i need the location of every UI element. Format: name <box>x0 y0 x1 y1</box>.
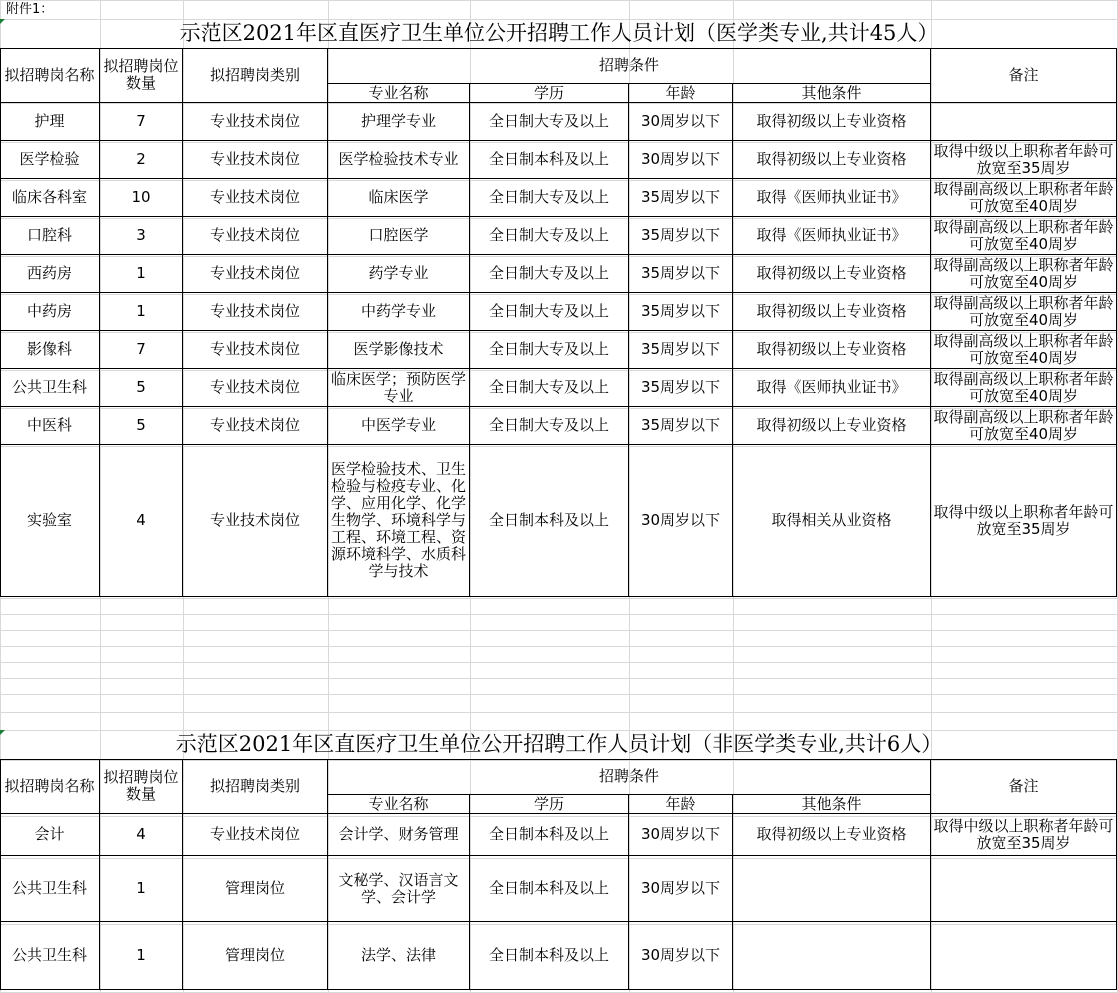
cell-post-name: 医学检验 <box>0 141 100 179</box>
cell-education: 全日制大专及以上 <box>470 255 629 293</box>
header-post-count: 拟招聘岗位数量 <box>100 48 183 103</box>
cell-post-type: 专业技术岗位 <box>183 814 328 856</box>
cell-post-count: 1 <box>100 255 183 293</box>
cell-remark: 取得中级以上职称者年龄可放宽至35周岁 <box>931 445 1117 597</box>
cell-remark: 取得副高级以上职称者年龄可放宽至40周岁 <box>931 293 1117 331</box>
cell-post-type: 专业技术岗位 <box>183 103 328 141</box>
cell-remark: 取得副高级以上职称者年龄可放宽至40周岁 <box>931 407 1117 445</box>
cell-other-condition: 取得初级以上专业资格 <box>733 814 931 856</box>
header-remark: 备注 <box>931 48 1117 103</box>
cell-major: 医学影像技术 <box>328 331 470 369</box>
cell-post-count: 7 <box>100 331 183 369</box>
cell-post-count: 4 <box>100 445 183 597</box>
cell-other-condition: 取得初级以上专业资格 <box>733 103 931 141</box>
cell-post-count: 10 <box>100 179 183 217</box>
cell-post-name: 中医科 <box>0 407 100 445</box>
cell-post-name: 会计 <box>0 814 100 856</box>
cell-post-type: 管理岗位 <box>183 856 328 922</box>
cell-education: 全日制大专及以上 <box>470 369 629 407</box>
header-conditions: 招聘条件 <box>328 759 931 795</box>
table-border-left <box>0 48 1 597</box>
cell-education: 全日制大专及以上 <box>470 407 629 445</box>
cell-post-type: 专业技术岗位 <box>183 179 328 217</box>
header-post-name: 拟招聘岗名称 <box>0 48 100 103</box>
cell-education: 全日制大专及以上 <box>470 217 629 255</box>
cell-post-type: 专业技术岗位 <box>183 217 328 255</box>
gridline-h <box>0 678 1118 679</box>
cell-post-count: 5 <box>100 369 183 407</box>
gridline-h <box>0 614 1118 615</box>
cell-education: 全日制本科及以上 <box>470 922 629 990</box>
cell-age: 35周岁以下 <box>629 369 733 407</box>
cell-post-name: 公共卫生科 <box>0 922 100 990</box>
cell-education: 全日制大专及以上 <box>470 179 629 217</box>
header-major: 专业名称 <box>328 795 470 814</box>
cell-post-count: 4 <box>100 814 183 856</box>
cell-age: 35周岁以下 <box>629 407 733 445</box>
cell-post-name: 公共卫生科 <box>0 369 100 407</box>
gridline-h <box>0 662 1118 663</box>
header-other: 其他条件 <box>733 795 931 814</box>
cell-major: 护理学专业 <box>328 103 470 141</box>
cell-post-type: 专业技术岗位 <box>183 255 328 293</box>
cell-major: 会计学、财务管理 <box>328 814 470 856</box>
cell-post-count: 1 <box>100 922 183 990</box>
cell-major: 中医学专业 <box>328 407 470 445</box>
cell-age: 30周岁以下 <box>629 856 733 922</box>
cell-post-count: 7 <box>100 103 183 141</box>
cell-education: 全日制大专及以上 <box>470 331 629 369</box>
cell-other-condition: 取得初级以上专业资格 <box>733 407 931 445</box>
header-education: 学历 <box>470 795 629 814</box>
cell-post-count: 5 <box>100 407 183 445</box>
header-post-type: 拟招聘岗类别 <box>183 759 328 814</box>
cell-other-condition: 取得《医师执业证书》 <box>733 369 931 407</box>
gridline-h <box>0 694 1118 695</box>
cell-remark: 取得副高级以上职称者年龄可放宽至40周岁 <box>931 255 1117 293</box>
gridline-h <box>0 630 1118 631</box>
cell-major: 口腔医学 <box>328 217 470 255</box>
cell-other-condition: 取得相关从业资格 <box>733 445 931 597</box>
cell-remark: 取得副高级以上职称者年龄可放宽至40周岁 <box>931 179 1117 217</box>
gridline-h <box>0 598 1118 599</box>
cell-post-name: 口腔科 <box>0 217 100 255</box>
cell-age: 30周岁以下 <box>629 103 733 141</box>
cell-post-type: 专业技术岗位 <box>183 407 328 445</box>
cell-post-type: 专业技术岗位 <box>183 369 328 407</box>
cell-post-count: 3 <box>100 217 183 255</box>
header-post-type: 拟招聘岗类别 <box>183 48 328 103</box>
header-age: 年龄 <box>629 84 733 103</box>
cell-other-condition <box>733 856 931 922</box>
cell-post-name: 护理 <box>0 103 100 141</box>
gridline-h <box>0 646 1118 647</box>
comment-indicator-icon <box>0 19 5 24</box>
table-border-top <box>0 48 1117 49</box>
cell-post-type: 专业技术岗位 <box>183 445 328 597</box>
header-post-count: 拟招聘岗位数量 <box>100 759 183 814</box>
cell-post-name: 影像科 <box>0 331 100 369</box>
cell-education: 全日制本科及以上 <box>470 141 629 179</box>
cell-other-condition: 取得初级以上专业资格 <box>733 331 931 369</box>
cell-remark: 取得中级以上职称者年龄可放宽至35周岁 <box>931 814 1117 856</box>
cell-remark <box>931 103 1117 141</box>
cell-other-condition <box>733 922 931 990</box>
cell-major: 临床医学；预防医学专业 <box>328 369 470 407</box>
table-border-top <box>0 759 1117 760</box>
cell-remark: 取得副高级以上职称者年龄可放宽至40周岁 <box>931 331 1117 369</box>
cell-post-name: 中药房 <box>0 293 100 331</box>
cell-other-condition: 取得《医师执业证书》 <box>733 217 931 255</box>
cell-major: 医学检验技术专业 <box>328 141 470 179</box>
annex-label: 附件1： <box>6 2 54 17</box>
cell-other-condition: 取得初级以上专业资格 <box>733 293 931 331</box>
cell-post-type: 管理岗位 <box>183 922 328 990</box>
cell-post-name: 临床各科室 <box>0 179 100 217</box>
cell-age: 30周岁以下 <box>629 445 733 597</box>
cell-education: 全日制本科及以上 <box>470 814 629 856</box>
cell-remark: 取得副高级以上职称者年龄可放宽至40周岁 <box>931 369 1117 407</box>
cell-remark: 取得中级以上职称者年龄可放宽至35周岁 <box>931 141 1117 179</box>
cell-education: 全日制大专及以上 <box>470 103 629 141</box>
cell-post-count: 1 <box>100 856 183 922</box>
header-education: 学历 <box>470 84 629 103</box>
cell-post-count: 1 <box>100 293 183 331</box>
header-post-name: 拟招聘岗名称 <box>0 759 100 814</box>
cell-major: 临床医学 <box>328 179 470 217</box>
gridline-h <box>0 0 1118 1</box>
cell-remark <box>931 856 1117 922</box>
cell-other-condition: 取得初级以上专业资格 <box>733 141 931 179</box>
cell-post-name: 实验室 <box>0 445 100 597</box>
cell-age: 30周岁以下 <box>629 141 733 179</box>
table-border-left <box>0 759 1 990</box>
cell-post-count: 2 <box>100 141 183 179</box>
cell-post-type: 专业技术岗位 <box>183 293 328 331</box>
header-other: 其他条件 <box>733 84 931 103</box>
table-title: 示范区2021年区直医疗卫生单位公开招聘工作人员计划（非医学类专业,共计6人） <box>175 732 943 756</box>
cell-education: 全日制本科及以上 <box>470 856 629 922</box>
cell-post-type: 专业技术岗位 <box>183 331 328 369</box>
cell-education: 全日制大专及以上 <box>470 293 629 331</box>
header-age: 年龄 <box>629 795 733 814</box>
header-conditions: 招聘条件 <box>328 48 931 84</box>
table-title: 示范区2021年区直医疗卫生单位公开招聘工作人员计划（医学类专业,共计45人） <box>179 21 939 45</box>
cell-other-condition: 取得初级以上专业资格 <box>733 255 931 293</box>
cell-post-name: 西药房 <box>0 255 100 293</box>
cell-age: 35周岁以下 <box>629 255 733 293</box>
cell-age: 30周岁以下 <box>629 814 733 856</box>
cell-education: 全日制本科及以上 <box>470 445 629 597</box>
header-major: 专业名称 <box>328 84 470 103</box>
cell-age: 30周岁以下 <box>629 922 733 990</box>
cell-post-name: 公共卫生科 <box>0 856 100 922</box>
cell-major: 药学专业 <box>328 255 470 293</box>
cell-remark: 取得副高级以上职称者年龄可放宽至40周岁 <box>931 217 1117 255</box>
cell-age: 35周岁以下 <box>629 331 733 369</box>
cell-major: 医学检验技术、卫生检验与检疫专业、化学、应用化学、化学生物学、环境科学与工程、环境工程、资源环境科学、水质科学与技术 <box>328 445 470 597</box>
cell-post-type: 专业技术岗位 <box>183 141 328 179</box>
cell-age: 35周岁以下 <box>629 217 733 255</box>
cell-age: 35周岁以下 <box>629 293 733 331</box>
gridline-h <box>0 712 1118 713</box>
cell-other-condition: 取得《医师执业证书》 <box>733 179 931 217</box>
cell-major: 中药学专业 <box>328 293 470 331</box>
cell-major: 法学、法律 <box>328 922 470 990</box>
cell-age: 35周岁以下 <box>629 179 733 217</box>
cell-major: 文秘学、汉语言文学、会计学 <box>328 856 470 922</box>
cell-remark <box>931 922 1117 990</box>
comment-indicator-icon <box>0 730 5 735</box>
header-remark: 备注 <box>931 759 1117 814</box>
